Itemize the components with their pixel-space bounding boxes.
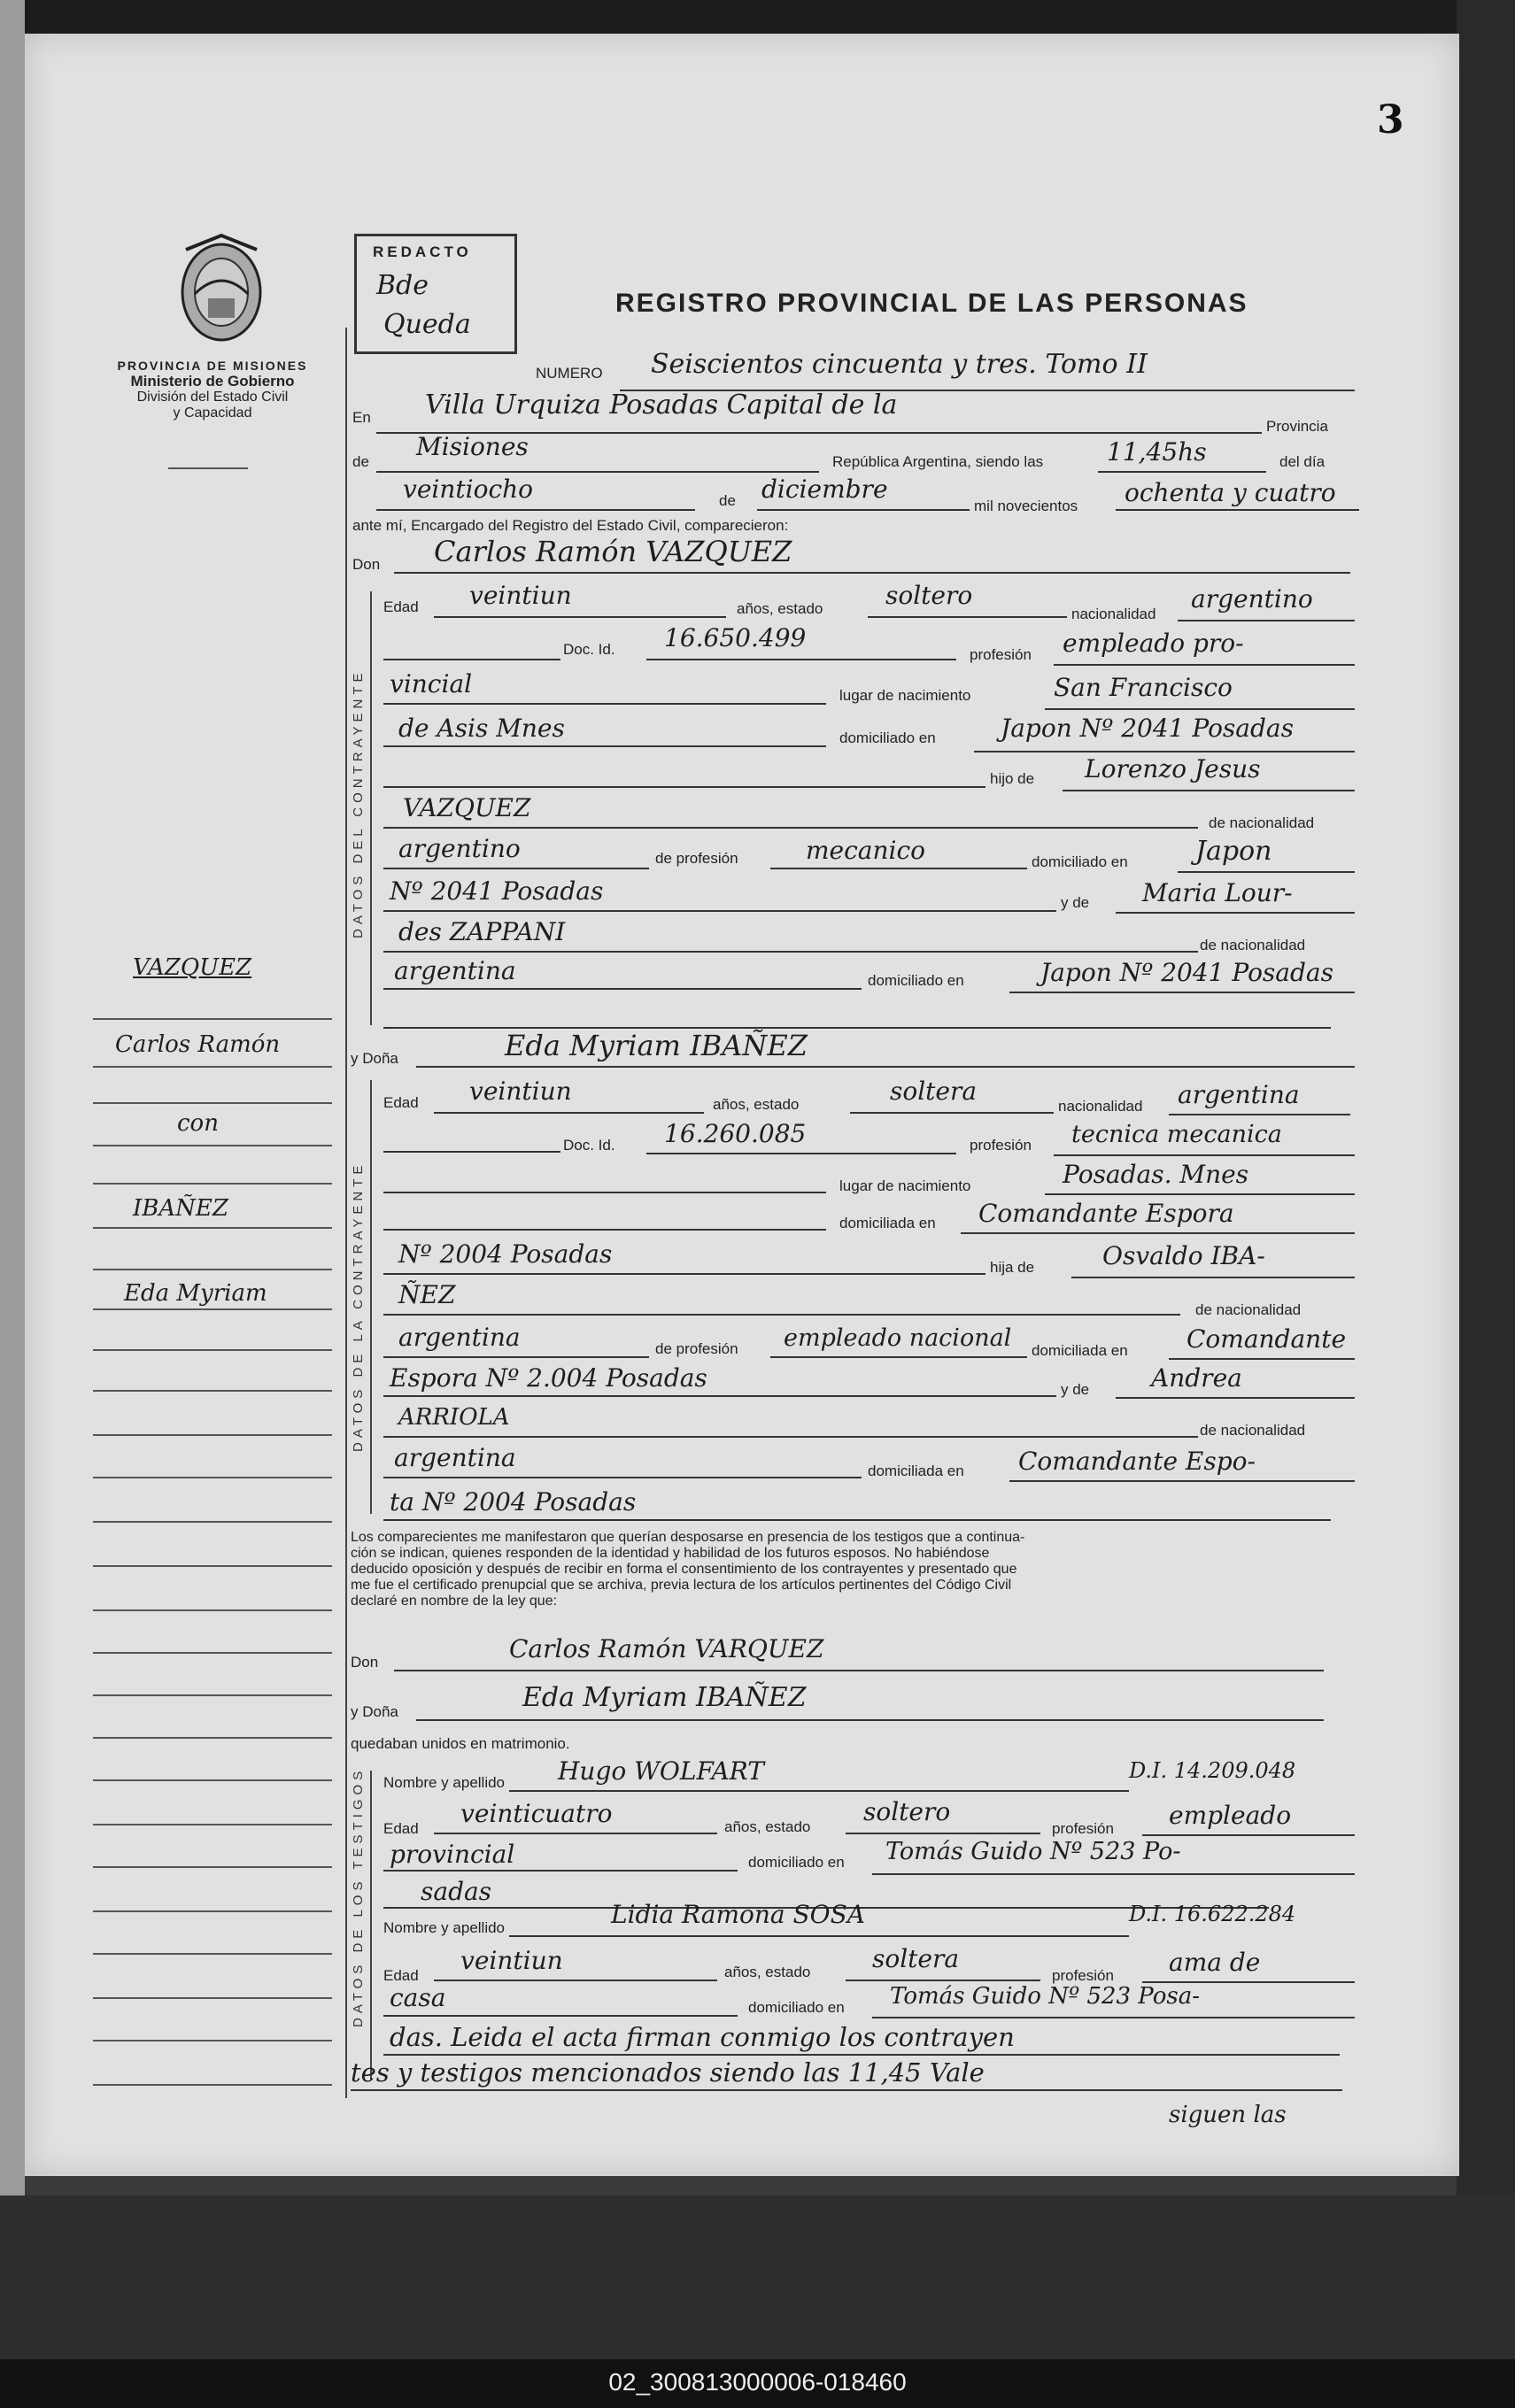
- declaration-text: [351, 1530, 1356, 1609]
- label: mil novecientos: [974, 498, 1078, 514]
- groom-father-cont: VAZQUEZ: [403, 793, 531, 822]
- label: y de: [1061, 1381, 1090, 1398]
- year: ochenta y cuatro: [1125, 478, 1336, 507]
- witness2-name: Lidia Ramona SOSA: [611, 1900, 866, 1929]
- label: y Doña: [351, 1050, 398, 1067]
- bride-address-cont: Nº 2004 Posadas: [398, 1239, 613, 1269]
- label: domiciliado en: [868, 972, 964, 989]
- bride-address: Comandante Espora: [978, 1199, 1234, 1228]
- label: domiciliado en: [839, 729, 936, 746]
- label: Provincia: [1266, 418, 1328, 435]
- bride-doc: 16.260.085: [664, 1119, 807, 1148]
- closing-line: das. Leida el acta firman conmigo los contrayen: [390, 2022, 1015, 2052]
- hour: 11,45hs: [1107, 437, 1207, 467]
- groom-father-profession: mecanico: [806, 836, 926, 865]
- label: de: [719, 492, 736, 509]
- label: años, estado: [724, 1818, 811, 1835]
- witness2-status: soltera: [872, 1944, 960, 1973]
- witness1-address-cont: sadas: [421, 1877, 492, 1906]
- label: NUMERO: [536, 365, 603, 382]
- label: domiciliada en: [839, 1215, 936, 1231]
- acta-number: Seiscientos cincuenta y tres. Tomo II: [651, 349, 1148, 380]
- bride-father-address-cont: Espora Nº 2.004 Posadas: [390, 1363, 707, 1393]
- label: Edad: [383, 1967, 419, 1984]
- bride-mother-address: Comandante Espo-: [1018, 1447, 1256, 1476]
- declaration-line: Los comparecientes me manifestaron que querían desposarse en presencia de los testigos que a continua-: [351, 1530, 1025, 1545]
- label: Don: [352, 556, 381, 573]
- bride-father-nationality: argentina: [398, 1323, 521, 1352]
- label: años, estado: [724, 1964, 811, 1980]
- witness1-doc: D.I. 14.209.048: [1129, 1758, 1296, 1783]
- label: y Doña: [351, 1703, 398, 1720]
- bride-age: veintiun: [469, 1077, 572, 1106]
- label: domiciliado en: [1032, 853, 1128, 870]
- side-label: DATOS DE LOS TESTIGOS: [351, 1766, 366, 2027]
- agency-line: y Capacidad: [173, 405, 252, 421]
- margin-note: VAZQUEZ: [133, 954, 252, 981]
- label: de nacionalidad: [1200, 937, 1306, 953]
- footer-bar: [0, 2359, 1515, 2408]
- bride-name: Eda Myriam IBAÑEZ: [505, 1029, 808, 1062]
- bride-mother-address-cont: ta Nº 2004 Posadas: [390, 1487, 637, 1517]
- label: Don: [351, 1654, 379, 1671]
- label: de profesión: [655, 1340, 738, 1357]
- label: Nombre y apellido: [383, 1774, 506, 1791]
- bride-mother-nationality: argentina: [394, 1443, 516, 1472]
- label: lugar de nacimiento: [839, 687, 971, 704]
- label: Doc. Id.: [563, 1137, 615, 1154]
- label: domiciliada en: [1032, 1342, 1128, 1359]
- month: diciembre: [761, 475, 888, 504]
- book-edge: [0, 0, 25, 2196]
- witness2-profession: ama de: [1169, 1948, 1261, 1977]
- label: de nacionalidad: [1200, 1422, 1306, 1439]
- label: Edad: [383, 598, 419, 615]
- label: Edad: [383, 1094, 419, 1111]
- label: profesión: [970, 646, 1032, 663]
- groom-doc: 16.650.499: [664, 623, 807, 652]
- province: Misiones: [416, 432, 529, 461]
- bride-father-cont: ÑEZ: [398, 1280, 456, 1309]
- continues-note: siguen las: [1169, 2102, 1287, 2128]
- witness2-address: Tomás Guido Nº 523 Posa-: [890, 1983, 1200, 2010]
- label: nacionalidad: [1071, 606, 1156, 622]
- groom-status: soltero: [885, 581, 973, 610]
- witness1-name: Hugo WOLFART: [558, 1756, 764, 1786]
- groom-birthplace: San Francisco: [1054, 673, 1233, 702]
- stamp-line: Queda: [383, 309, 471, 340]
- provincial-emblem-icon: [168, 232, 274, 347]
- stamp-line: Bde: [376, 270, 429, 301]
- label: de nacionalidad: [1209, 814, 1315, 831]
- witness1-profession-cont: provincial: [390, 1840, 515, 1869]
- groom-mother-nationality: argentina: [394, 956, 516, 985]
- groom-mother-cont: des ZAPPANI: [398, 917, 566, 946]
- document-id: 02_300813000006-018460: [608, 2368, 907, 2396]
- groom-profession-cont: vincial: [390, 669, 473, 698]
- side-label: DATOS DEL CONTRAYENTE: [351, 668, 366, 938]
- label: profesión: [970, 1137, 1032, 1154]
- groom-mother-address: Japon Nº 2041 Posadas: [1040, 958, 1333, 987]
- bride-nationality: argentina: [1178, 1080, 1300, 1109]
- location: Villa Urquiza Posadas Capital de la: [425, 390, 898, 421]
- groom-birthplace-cont: de Asis Mnes: [398, 714, 565, 743]
- groom-profession: empleado pro-: [1063, 629, 1244, 658]
- agency-line: Ministerio de Gobierno: [130, 373, 295, 390]
- bride-father: Osvaldo IBA-: [1102, 1241, 1265, 1270]
- label: y de: [1061, 894, 1090, 911]
- declaration-line: declaré en nombre de la ley que:: [351, 1594, 558, 1609]
- groom-mother: Maria Lour-: [1142, 878, 1293, 907]
- label: Edad: [383, 1820, 419, 1837]
- witness2-doc: D.I. 16.622.284: [1129, 1902, 1296, 1926]
- witness1-age: veinticuatro: [460, 1799, 613, 1828]
- married-groom: Carlos Ramón VARQUEZ: [509, 1634, 824, 1663]
- label: lugar de nacimiento: [839, 1177, 971, 1194]
- label: República Argentina, siendo las: [832, 453, 1044, 470]
- groom-age: veintiun: [469, 581, 572, 610]
- witness1-status: soltero: [863, 1797, 951, 1826]
- label: Doc. Id.: [563, 641, 615, 658]
- label: nacionalidad: [1058, 1098, 1143, 1115]
- label: profesión: [1052, 1820, 1114, 1837]
- witness2-age: veintiun: [460, 1946, 563, 1975]
- stamp-title: REDACTO: [373, 243, 472, 260]
- bride-birthplace: Posadas. Mnes: [1063, 1160, 1249, 1189]
- groom-name: Carlos Ramón VAZQUEZ: [434, 535, 792, 568]
- label: En: [352, 409, 371, 426]
- side-label: DATOS DE LA CONTRAYENTE: [351, 1161, 366, 1452]
- label: Nombre y apellido: [383, 1919, 506, 1936]
- witness2-profession-cont: casa: [390, 1983, 446, 2012]
- groom-father: Lorenzo Jesus: [1085, 754, 1261, 783]
- bride-status: soltera: [890, 1077, 978, 1106]
- label: del día: [1279, 453, 1326, 470]
- day: veintiocho: [403, 475, 534, 504]
- label: ante mí, Encargado del Registro del Estado Civil, comparecieron:: [352, 517, 789, 534]
- married-bride: Eda Myriam IBAÑEZ: [522, 1682, 807, 1713]
- agency-line: PROVINCIA DE MISIONES: [117, 359, 308, 373]
- bride-mother: Andrea: [1151, 1363, 1242, 1393]
- declaration-line: deducido oposición y después de recibir en forma el consentimiento de los contrayentes y presentado que: [351, 1562, 1017, 1577]
- agency-block: [80, 358, 345, 421]
- label: profesión: [1052, 1967, 1114, 1984]
- page-title: REGISTRO PROVINCIAL DE LAS PERSONAS: [615, 289, 1248, 318]
- groom-nationality: argentino: [1191, 584, 1313, 614]
- label: domiciliado en: [748, 1854, 845, 1871]
- page-number: 3: [1377, 97, 1404, 143]
- witness1-address: Tomás Guido Nº 523 Po-: [885, 1838, 1181, 1865]
- agency-line: División del Estado Civil: [136, 390, 289, 405]
- declaration-line: ción se indican, quienes responden de la identidad y habilidad de los futuros esposos. No habiéndose: [351, 1546, 990, 1561]
- label: domiciliada en: [868, 1463, 964, 1479]
- groom-father-nationality: argentino: [398, 834, 521, 863]
- margin-note: Eda Myriam: [124, 1280, 267, 1307]
- label: años, estado: [737, 600, 823, 617]
- redacto-stamp: [354, 234, 517, 354]
- label: hija de: [990, 1259, 1035, 1276]
- groom-address: Japon Nº 2041 Posadas: [1001, 714, 1294, 743]
- label: hijo de: [990, 770, 1035, 787]
- bride-father-address: Comandante: [1186, 1324, 1347, 1354]
- label: de profesión: [655, 850, 738, 867]
- margin-note: con: [177, 1110, 219, 1137]
- bride-profession: tecnica mecanica: [1071, 1121, 1282, 1148]
- bride-mother-cont: ARRIOLA: [398, 1404, 510, 1431]
- declaration-line: me fue el certificado prenupcial que se archiva, previa lectura de los artículos pertinentes del Código Civil: [351, 1578, 1012, 1593]
- label: domiciliado en: [748, 1999, 845, 2016]
- margin-note: Carlos Ramón: [115, 1031, 281, 1058]
- label: años, estado: [713, 1096, 800, 1113]
- book-cover-right: [1457, 0, 1515, 2408]
- closing-line: tes y testigos mencionados siendo las 11,45 Vale: [351, 2057, 985, 2088]
- label: quedaban unidos en matrimonio.: [351, 1735, 570, 1752]
- groom-father-address: Japon: [1195, 836, 1272, 867]
- label: de: [352, 453, 369, 470]
- margin-note: IBAÑEZ: [133, 1195, 228, 1222]
- bride-father-profession: empleado nacional: [784, 1324, 1012, 1352]
- witness1-profession: empleado: [1169, 1801, 1292, 1830]
- groom-father-address-cont: Nº 2041 Posadas: [390, 876, 604, 906]
- label: de nacionalidad: [1195, 1301, 1302, 1318]
